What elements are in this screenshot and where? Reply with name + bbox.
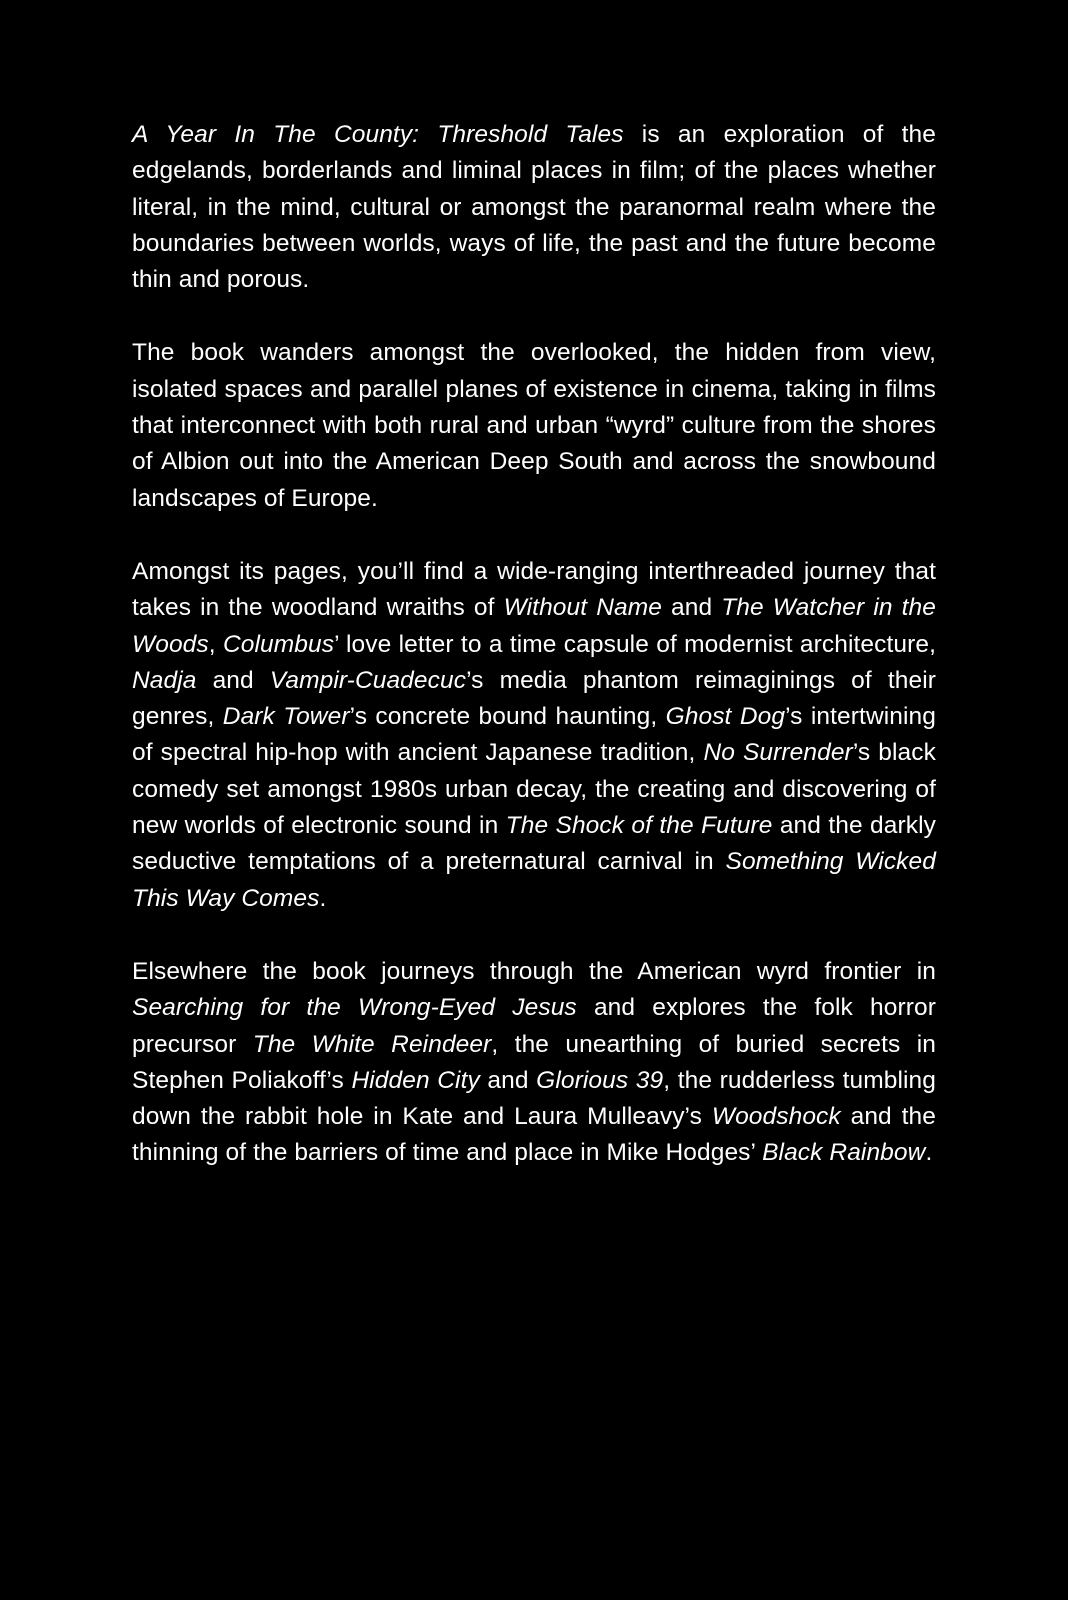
text-run: , the unearthing of buried secrets in Stephen Poliakoff’s [132,1030,936,1094]
title-italic-run: Ghost Dog [665,703,786,731]
text-run: ’ love letter to a time capsule of modernist architecture, [334,630,936,658]
title-italic-run: Columbus [222,630,335,658]
blurb-paragraph-1 [132,117,936,298]
title-italic-run: Searching for the Wrong-Eyed Jesus [132,994,577,1022]
blurb-paragraph-3 [132,554,936,917]
title-italic-run: Black Rainbow [762,1139,926,1167]
blurb-paragraph-2 [132,335,936,516]
title-italic-run: Nadja [132,666,197,694]
title-italic-run: Glorious 39 [536,1066,664,1094]
blurb-paragraph-4 [132,954,936,1172]
title-italic-run: Hidden City [351,1066,480,1094]
text-run: . [319,884,327,912]
text-run: and [479,1066,537,1094]
text-run: and the darkly seductive temptations of a preternatural carnival in [132,812,936,876]
text-run: , the rudderless tumbling down the rabbit hole in Kate and Laura Mulleavy’s [132,1066,936,1131]
title-italic-run: The White Reindeer [252,1030,492,1058]
text-run: ’s concrete bound haunting, [349,703,666,731]
text-run: The book wanders amongst the overlooked, the hidden from view, isolated spaces and parallel planes of existence in cinema, taking in films that interconnect with both rural and urban “wyrd” culture from the shores of Albion out into the American Deep South and across the snowbound landscapes of Europe. [132,339,936,512]
title-italic-run: Something Wicked This Way Comes [132,848,936,912]
title-italic-run: No Surrender [703,739,853,767]
text-run: Amongst its pages, you’ll find a wide-ranging interthreaded journey that takes in the woodland wraiths of [132,557,936,622]
text-run: and the thinning of the barriers of time and place in Mike Hodges’ [132,1103,936,1167]
text-run: and [196,666,270,694]
text-run: ’s media phantom reimaginings of their genres, [132,666,936,731]
title-italic-run: Vampir-Cuadecuc [269,666,467,694]
title-italic-run: The Watcher in the Woods [132,594,936,658]
text-run: . [925,1139,933,1167]
title-italic-run: Dark Tower [222,703,350,731]
text-run: ’s black comedy set amongst 1980s urban decay, the creating and discovering of new worlds of electronic sound in [132,739,936,840]
text-run: is an exploration of the edgelands, borderlands and liminal places in film; of the places whether literal, in the mind, cultural or amongst the paranormal realm where the boundaries between worlds, ways of life, the past and the future become thin and porous. [132,121,937,294]
text-run: Elsewhere the book journeys through the American wyrd frontier in [132,957,936,985]
text-run: and explores the folk horror precursor [132,994,936,1058]
text-run: and [661,594,722,622]
title-italic-run: A Year In The County: Threshold Tales [132,121,624,148]
blurb-text-block [132,117,936,1209]
title-italic-run: Without Name [503,594,662,622]
title-italic-run: Woodshock [711,1103,841,1131]
text-run: , [208,630,223,658]
text-run: ’s intertwining of spectral hip-hop with ancient Japanese tradition, [132,703,936,767]
title-italic-run: The Shock of the Future [505,812,773,840]
